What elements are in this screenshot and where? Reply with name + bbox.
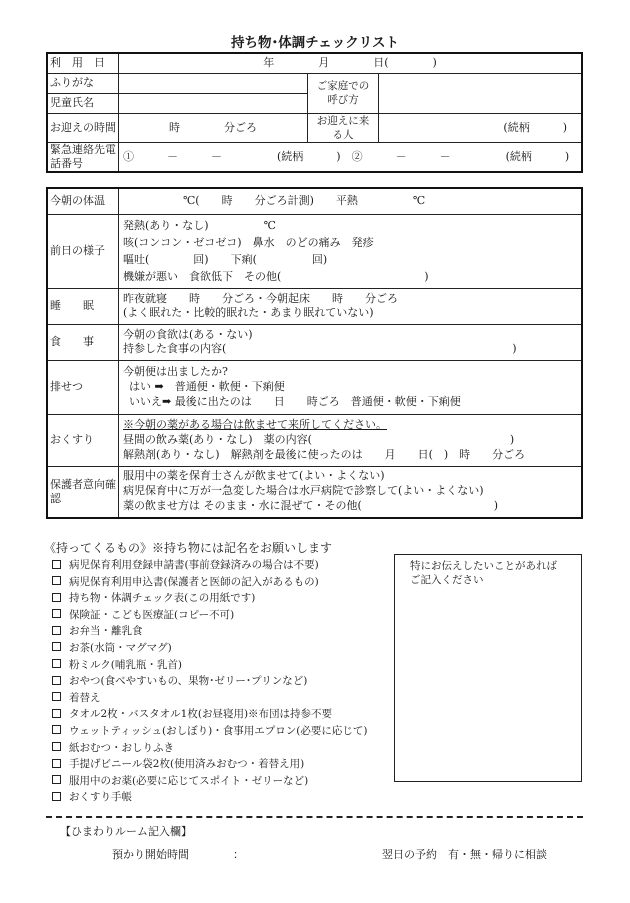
stool-label: 排せつ xyxy=(47,360,119,414)
meal-label: 食 事 xyxy=(47,324,119,360)
next-day-reservation-field[interactable]: 翌日の予約 有・無・帰りに相談 xyxy=(382,848,547,861)
staff-section-title: 【ひまわりルーム記入欄】 xyxy=(60,825,192,838)
meal-line-1: 今朝の食欲は(ある・ない) xyxy=(123,328,253,341)
checkbox[interactable] xyxy=(52,676,61,685)
prev-line-3: 嘔吐( 回) 下痢( 回) xyxy=(123,253,328,266)
list-item[interactable]: おくすり手帳 xyxy=(52,789,367,806)
meal-field[interactable] xyxy=(119,324,583,360)
list-item[interactable]: 持ち物・体調チェック表(この用紙です) xyxy=(52,590,367,607)
list-item[interactable]: タオル2枚・バスタオル1枚(お昼寝用)※布団は持参不要 xyxy=(52,706,367,723)
start-time-field[interactable]: 預かり開始時間 ： xyxy=(112,848,244,861)
stool-line-2: はい ➡ 普通便・軟便・下痢便 xyxy=(129,379,285,393)
notes-line-2: ご記入ください xyxy=(410,574,484,586)
pickup-person-label: お迎えに来る人 xyxy=(308,113,379,142)
checkbox[interactable] xyxy=(52,576,61,585)
home-call-field[interactable] xyxy=(379,73,583,113)
sleep-field[interactable] xyxy=(119,288,583,324)
pickup-time-label: お迎えの時間 xyxy=(47,113,119,142)
temp-label: 今朝の体温 xyxy=(47,188,119,214)
consent-label: 保護者意向確認 xyxy=(47,466,119,518)
list-item[interactable]: 保険証・こども医療証(コピー不可) xyxy=(52,607,367,624)
furigana-label: ふりがな xyxy=(47,73,119,93)
sleep-line-1: 昨夜就寝 時 分ごろ・今朝起床 時 分ごろ xyxy=(123,292,398,305)
checkbox[interactable] xyxy=(52,609,61,618)
registration-table xyxy=(46,52,583,173)
list-item[interactable]: ウェットティッシュ(おしぼり)・食事用エプロン(必要に応じて) xyxy=(52,723,367,740)
consent-line-3: 薬の飲ませ方は そのまま・水に混ぜて・その他( ) xyxy=(123,499,499,513)
checkbox[interactable] xyxy=(52,792,61,801)
use-date-label: 利 用 日 xyxy=(47,53,119,73)
checkbox[interactable] xyxy=(52,759,61,768)
list-item[interactable]: お弁当・離乳食 xyxy=(52,623,367,640)
stool-line-3: いいえ➡ 最後に出たのは 日 時ごろ 普通便・軟便・下痢便 xyxy=(129,394,461,408)
list-item[interactable]: おやつ(食べやすいもの、果物･ゼリー･プリンなど) xyxy=(52,673,367,690)
prev-line-1: 発熱(あり・なし) ℃ xyxy=(123,219,276,232)
emergency-label: 緊急連絡先電話番号 xyxy=(47,142,119,172)
stool-line-1: 今朝便は出ましたか? xyxy=(123,364,228,378)
prev-line-4: 機嫌が悪い 食欲低下 その他( ) xyxy=(123,270,429,283)
use-date-field[interactable]: 年 月 日( ) xyxy=(119,53,583,73)
consent-field[interactable] xyxy=(119,466,583,518)
notes-box[interactable] xyxy=(394,554,582,782)
bring-list xyxy=(52,557,367,806)
temp-field[interactable]: ℃( 時 分ごろ計測) 平熱 ℃ xyxy=(119,188,583,214)
list-item[interactable]: 紙おむつ・おしりふき xyxy=(52,740,367,757)
checkbox[interactable] xyxy=(52,626,61,635)
medicine-line-2: 昼間の飲み薬(あり・なし) 薬の内容( ) xyxy=(123,432,515,446)
list-item[interactable]: お茶(水筒・マグマグ) xyxy=(52,640,367,657)
checkbox[interactable] xyxy=(52,593,61,602)
prev-day-field[interactable] xyxy=(119,214,583,288)
pickup-time-field[interactable]: 時 分ごろ xyxy=(119,113,308,142)
checkbox[interactable] xyxy=(52,659,61,668)
medicine-label: おくすり xyxy=(47,414,119,466)
list-item[interactable]: 着替え xyxy=(52,690,367,707)
prev-line-2: 咳(コンコン・ゼコゼコ) 鼻水 のどの痛み 発疹 xyxy=(123,236,374,249)
checkbox[interactable] xyxy=(52,709,61,718)
medicine-note: ※今朝の薬がある場合は飲ませて来所してください。 xyxy=(123,417,387,431)
list-item[interactable]: 服用中のお薬(必要に応じてスポイト・ゼリーなど) xyxy=(52,773,367,790)
furigana-field[interactable] xyxy=(119,73,308,93)
notes-line-1: 特にお伝えしたいことがあれば xyxy=(410,560,557,572)
checkbox[interactable] xyxy=(52,692,61,701)
checkbox[interactable] xyxy=(52,775,61,784)
pickup-person-field[interactable]: (続柄 ) xyxy=(379,113,583,142)
prev-day-label: 前日の様子 xyxy=(47,214,119,288)
health-table xyxy=(46,187,583,519)
meal-line-2: 持参した食事の内容( ) xyxy=(123,342,517,355)
child-name-field[interactable] xyxy=(119,93,308,113)
home-call-label: ご家庭での呼び方 xyxy=(308,73,379,113)
cut-line xyxy=(46,816,583,818)
medicine-field[interactable] xyxy=(119,414,583,466)
bring-list-title: 《持ってくるもの》※持ち物には記名をお願いします xyxy=(44,541,333,555)
emergency-field[interactable]: ① － － (続柄 ) ② － － (続柄 ) xyxy=(119,142,583,172)
checkbox[interactable] xyxy=(52,742,61,751)
sleep-line-2: (よく眠れた・比較的眠れた・あまり眠れていない) xyxy=(123,306,374,319)
consent-line-1: 服用中の薬を保育士さんが飲ませて(よい・よくない) xyxy=(123,469,385,483)
consent-line-2: 病児保育中に万が一急変した場合は水戸病院で診察して(よい・よくない) xyxy=(123,484,484,498)
checkbox[interactable] xyxy=(52,725,61,734)
page-title: 持ち物･体調チェックリスト xyxy=(230,35,400,51)
checkbox[interactable] xyxy=(52,642,61,651)
child-name-label: 児童氏名 xyxy=(47,93,119,113)
medicine-line-3: 解熱剤(あり・なし) 解熱剤を最後に使ったのは 月 日( ) 時 分ごろ xyxy=(123,447,526,461)
checkbox[interactable] xyxy=(52,560,61,569)
list-item[interactable]: 手提げビニール袋2枚(使用済みおむつ・着替え用) xyxy=(52,756,367,773)
list-item[interactable]: 病児保育利用登録申請書(事前登録済みの場合は不要) xyxy=(52,557,367,574)
sleep-label: 睡 眠 xyxy=(47,288,119,324)
list-item[interactable]: 粉ミルク(哺乳瓶・乳首) xyxy=(52,657,367,674)
stool-field[interactable] xyxy=(119,360,583,414)
list-item[interactable]: 病児保育利用申込書(保護者と医師の記入があるもの) xyxy=(52,574,367,591)
